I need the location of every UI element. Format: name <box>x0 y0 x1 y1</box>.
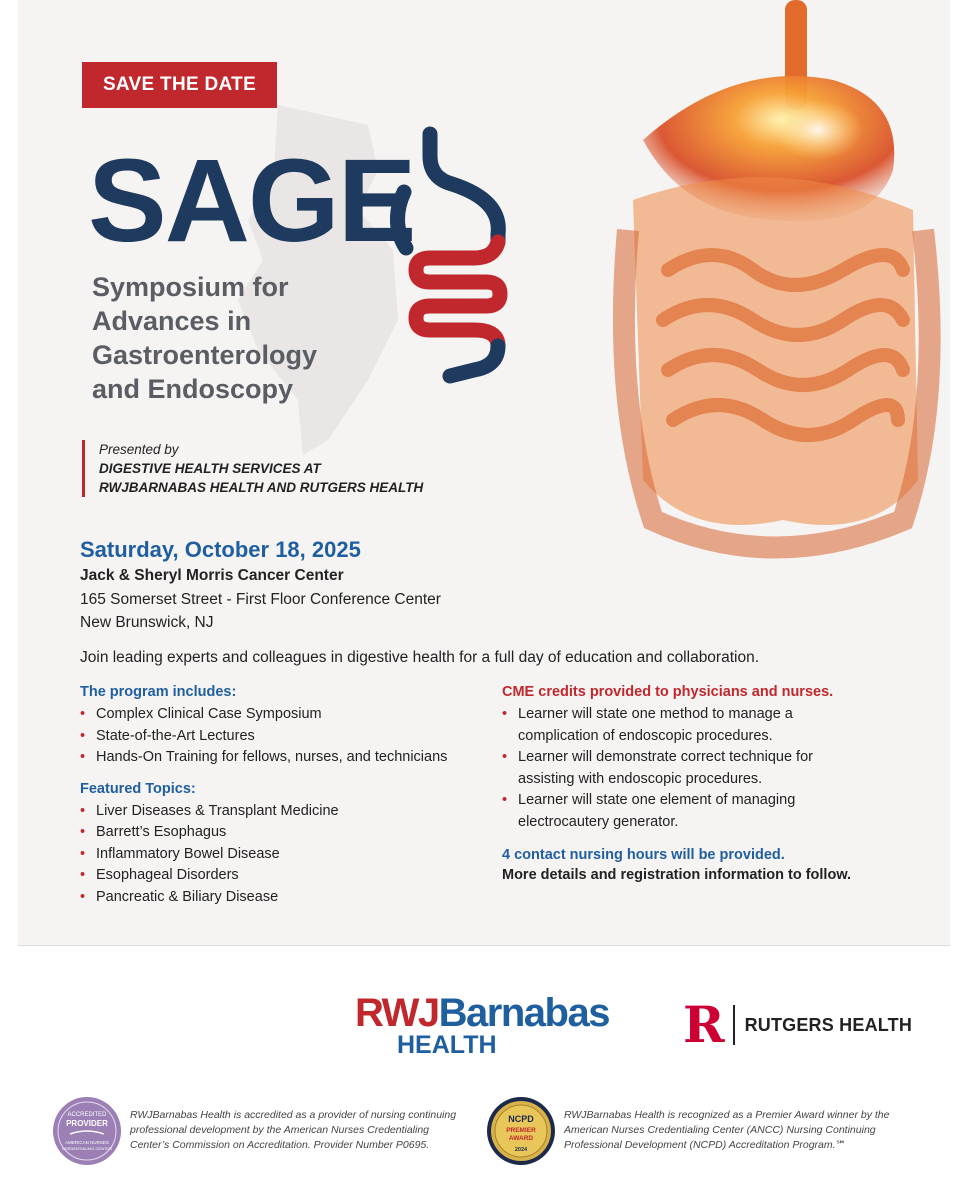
symposium-full-name <box>92 270 392 406</box>
nursing-hours-note: 4 contact nursing hours will be provided. <box>502 847 785 863</box>
rutgers-r-mark: R <box>683 995 725 1054</box>
event-flyer <box>18 0 950 945</box>
svg-text:CREDENTIALING CENTER: CREDENTIALING CENTER <box>61 1146 113 1151</box>
list-item: • Complex Clinical Case Symposium <box>80 704 500 726</box>
ancc-accreditation-statement: RWJBarnabas Health is accredited as a provider of nursing continuing professional development by the American Nurses Credentialing Center’s Commission on Accreditation. Provider Number P0695. <box>130 1109 457 1151</box>
svg-text:PROVIDER: PROVIDER <box>66 1119 108 1128</box>
list-item: • Hands-On Training for fellows, nurses, and technicians <box>80 747 500 769</box>
presented-by-block <box>82 440 423 497</box>
ncpd-premier-award-seal <box>486 1096 556 1166</box>
list-item: • Learner will state one element of managing electrocautery generator. <box>502 790 922 833</box>
list-item: • Learner will state one method to manage a complication of endoscopic procedures. <box>502 704 922 747</box>
venue-address-line: 165 Somerset Street - First Floor Conference Center <box>80 591 441 608</box>
list-item: • Esophageal Disorders <box>80 865 500 887</box>
rutgers-name: RUTGERS HEALTH <box>744 1014 913 1035</box>
intro-text: Join leading experts and colleagues in digestive health for a full day of education and collaboration. <box>80 649 760 666</box>
sage-wordmark: SAGE <box>88 135 415 267</box>
cme-column <box>502 684 922 883</box>
rwjbarnabas-health-logo: RWJBarnabas HEALTH <box>355 991 609 1059</box>
ancc-accredited-provider-seal <box>52 1096 122 1166</box>
program-list <box>80 704 500 769</box>
name-line: Advances in <box>92 306 252 336</box>
save-the-date-badge: SAVE THE DATE <box>82 62 277 108</box>
intestine-logo-icon <box>390 126 530 386</box>
logo-separator <box>733 1005 735 1045</box>
list-item: • Learner will demonstrate correct technique for assisting with endoscopic procedures. <box>502 747 922 790</box>
list-item: • Barrett’s Esophagus <box>80 822 500 844</box>
svg-text:AWARD: AWARD <box>508 1135 534 1142</box>
list-item: • Inflammatory Bowel Disease <box>80 844 500 866</box>
svg-text:AMERICAN NURSES: AMERICAN NURSES <box>65 1140 109 1145</box>
more-details-note: More details and registration information to follow. <box>502 867 852 883</box>
svg-text:NCPD: NCPD <box>508 1114 534 1124</box>
svg-text:ACCREDITED: ACCREDITED <box>67 1112 107 1118</box>
program-heading: The program includes: <box>80 684 237 700</box>
topics-list <box>80 801 500 909</box>
venue-city: New Brunswick, NJ <box>80 614 214 631</box>
section-divider <box>18 945 950 946</box>
venue-name: Jack & Sheryl Morris Cancer Center <box>80 567 344 584</box>
cme-heading: CME credits provided to physicians and nurses. <box>502 684 834 700</box>
event-date: Saturday, October 18, 2025 <box>80 537 361 562</box>
name-line: and Endoscopy <box>92 374 294 404</box>
presented-by-label: Presented by <box>99 442 179 457</box>
rutgers-health-logo <box>683 995 913 1054</box>
topics-heading: Featured Topics: <box>80 780 196 797</box>
cme-objectives-list <box>502 704 922 833</box>
name-line: Symposium for <box>92 272 289 302</box>
presenter-line: RWJBARNABAS HEALTH AND RUTGERS HEALTH <box>99 480 424 495</box>
presenter-line: DIGESTIVE HEALTH SERVICES AT <box>99 461 321 476</box>
svg-text:PREMIER: PREMIER <box>506 1127 536 1134</box>
list-item: • Liver Diseases & Transplant Medicine <box>80 801 500 823</box>
svg-text:2024: 2024 <box>514 1147 528 1153</box>
program-column <box>80 684 500 908</box>
name-line: Gastroenterology <box>92 340 318 370</box>
ncpd-award-statement: RWJBarnabas Health is recognized as a Premier Award winner by the American Nurses Credentialing Center (ANCC) Nursing Continuing Professional Development (NCPD) Accreditation Program.℠ <box>564 1109 890 1151</box>
digestive-system-illustration <box>573 0 950 600</box>
list-item: • State-of-the-Art Lectures <box>80 726 500 748</box>
list-item: • Pancreatic & Biliary Disease <box>80 887 500 909</box>
